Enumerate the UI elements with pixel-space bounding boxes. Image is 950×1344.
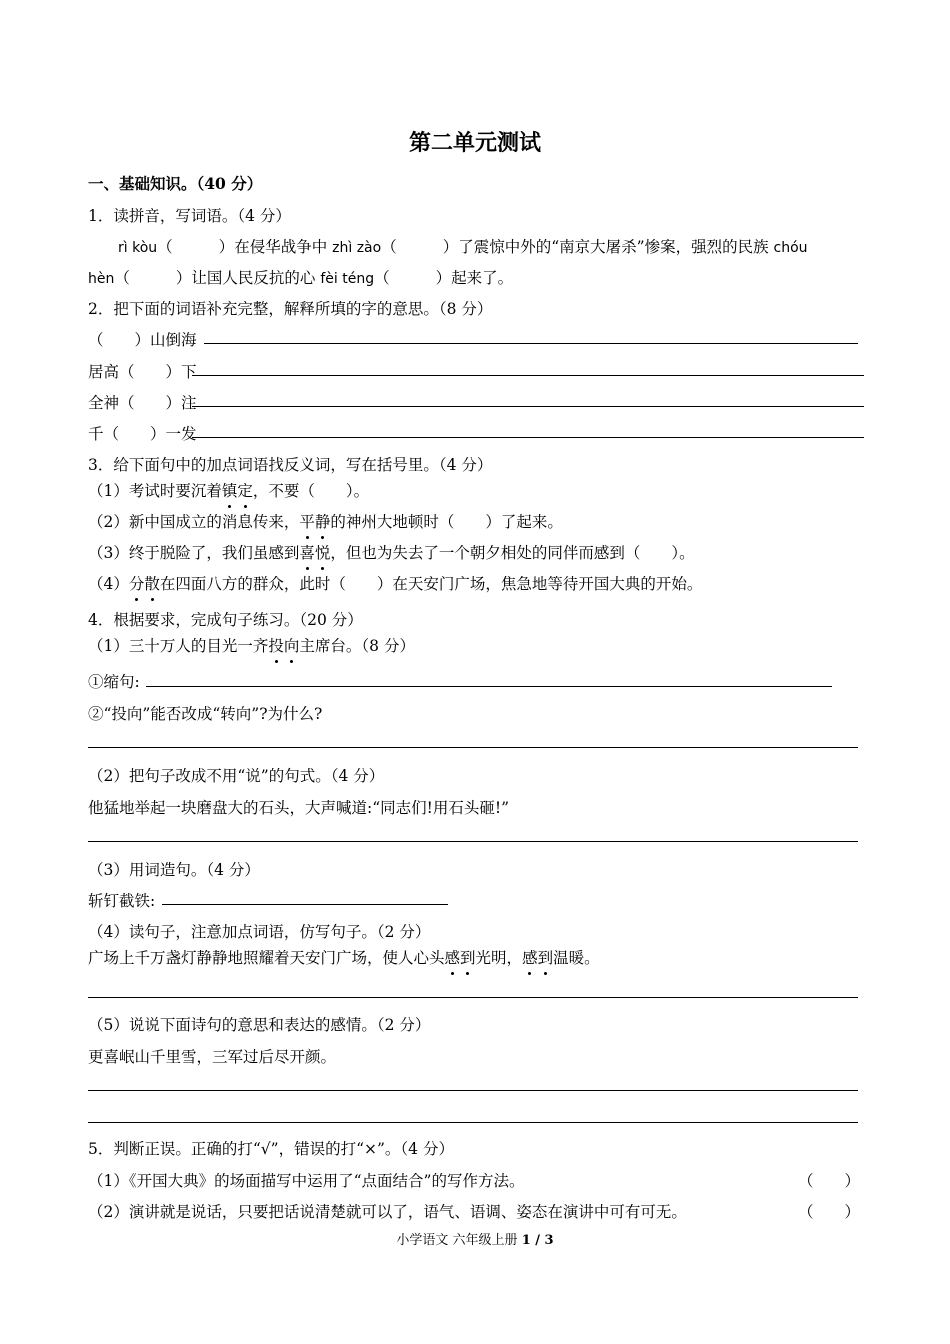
question-1-heading: 1．读拼音，写词语。（4 分） bbox=[88, 207, 291, 225]
pinyin: zhì zào bbox=[332, 240, 382, 256]
answer-line[interactable] bbox=[88, 1122, 858, 1123]
question-3-sentence-2: （2）新中国成立的消息传来，平静的神州大地顿时（ ）了起来。 bbox=[88, 510, 563, 532]
idiom-item: 全神（ ）注 bbox=[88, 394, 197, 412]
dotted-char: 散 bbox=[144, 572, 160, 594]
judge-answer-box[interactable]: （ ） bbox=[798, 1172, 861, 1190]
idiom-item: （ ）山倒海 bbox=[88, 331, 197, 349]
answer-line[interactable] bbox=[88, 1090, 858, 1091]
dotted-char: 感 bbox=[522, 946, 538, 968]
shrink-sentence-label: ①缩句: bbox=[88, 673, 140, 691]
answer-line[interactable] bbox=[192, 406, 864, 407]
dotted-char: 投 bbox=[268, 634, 284, 656]
pinyin: rì kòu bbox=[118, 240, 158, 256]
question-3-heading: 3．给下面句中的加点词语找反义词，写在括号里。（4 分） bbox=[88, 456, 493, 474]
dotted-char: 向 bbox=[284, 634, 300, 656]
page-footer: 小学语文 六年级上册 1 / 3 bbox=[396, 1233, 554, 1248]
dotted-char: 平 bbox=[299, 510, 315, 532]
pinyin: hèn bbox=[88, 271, 115, 287]
question-3-sentence-1: （1）考试时要沉着镇定，不要（ ）。 bbox=[88, 479, 369, 501]
dotted-char: 到 bbox=[538, 946, 554, 968]
question-3-sentence-4: （4）分散在四面八方的群众，此时（ ）在天安门广场，焦急地等待开国大典的开始。 bbox=[88, 572, 702, 594]
question-3-sentence-3: （3）终于脱险了，我们虽感到喜悦，但也为失去了一个朝夕相处的同伴而感到（ ）。 bbox=[88, 541, 695, 563]
answer-line[interactable] bbox=[146, 686, 832, 687]
dotted-char: 镇 bbox=[222, 479, 238, 501]
dotted-char: 静 bbox=[315, 510, 331, 532]
idiom-item: 千（ ）一发 bbox=[88, 425, 197, 443]
question-4-1-part-2: ②“投向”能否改成“转向”?为什么? bbox=[88, 705, 323, 723]
dotted-char: 感 bbox=[445, 946, 461, 968]
dotted-char: 悦 bbox=[315, 541, 331, 563]
dotted-char: 喜 bbox=[299, 541, 315, 563]
question-4-3-heading: （3）用词造句。（4 分） bbox=[88, 861, 260, 879]
question-1-line-1: rì kòu（ ）在侵华战争中 zhì zào（ ）了震惊中外的“南京大屠杀”惨案，强烈的民族 chóu bbox=[118, 238, 808, 256]
question-4-4-heading: （4）读句子，注意加点词语，仿写句子。（2 分） bbox=[88, 923, 431, 941]
question-4-5-heading: （5）说说下面诗句的意思和表达的感情。（2 分） bbox=[88, 1016, 431, 1034]
question-4-2-heading: （2）把句子改成不用“说”的句式。（4 分） bbox=[88, 767, 385, 785]
dotted-char: 到 bbox=[460, 946, 476, 968]
page-title: 第二单元测试 bbox=[408, 130, 541, 156]
question-4-sentence-1: （1）三十万人的目光一齐投向主席台。（8 分） bbox=[88, 634, 415, 656]
dotted-char: 定 bbox=[237, 479, 253, 501]
answer-line[interactable] bbox=[88, 997, 858, 998]
answer-line[interactable] bbox=[204, 343, 858, 344]
question-4-2-sentence: 他猛地举起一块磨盘大的石头，大声喊道:“同志们!用石头砸!” bbox=[88, 799, 510, 817]
dotted-char: 分 bbox=[129, 572, 145, 594]
answer-line[interactable] bbox=[162, 904, 448, 905]
answer-line[interactable] bbox=[88, 841, 858, 842]
section-heading: 一、基础知识。（40 分） bbox=[88, 174, 263, 193]
question-4-4-sentence: 广场上千万盏灯静静地照耀着天安门广场，使人心头感到光明，感到温暖。 bbox=[88, 946, 600, 968]
word-label: 斩钉截铁: bbox=[88, 892, 156, 910]
question-4-heading: 4．根据要求，完成句子练习。（20 分） bbox=[88, 611, 363, 629]
answer-line[interactable] bbox=[192, 375, 864, 376]
question-1-line-2: hèn（ ）让国人民反抗的心 fèi téng（ ）起来了。 bbox=[88, 269, 514, 287]
answer-line[interactable] bbox=[192, 437, 864, 438]
judge-answer-box[interactable]: （ ） bbox=[798, 1203, 861, 1221]
question-2-heading: 2．把下面的词语补充完整，解释所填的字的意思。（8 分） bbox=[88, 300, 493, 318]
page-number: 1 / 3 bbox=[521, 1233, 554, 1248]
poem-line: 更喜岷山千里雪，三军过后尽开颜。 bbox=[88, 1048, 337, 1066]
judge-statement-2: （2）演讲就是说话，只要把话说清楚就可以了，语气、语调、姿态在演讲中可有可无。 bbox=[88, 1203, 687, 1221]
judge-statement-1: （1）《开国大典》的场面描写中运用了“点面结合”的写作方法。 bbox=[88, 1172, 525, 1190]
answer-line[interactable] bbox=[88, 747, 858, 748]
question-5-heading: 5．判断正误。正确的打“√”，错误的打“×”。（4 分） bbox=[88, 1140, 454, 1158]
idiom-item: 居高（ ）下 bbox=[88, 363, 197, 381]
pinyin: fèi téng bbox=[320, 271, 375, 287]
pinyin: chóu bbox=[773, 240, 808, 256]
